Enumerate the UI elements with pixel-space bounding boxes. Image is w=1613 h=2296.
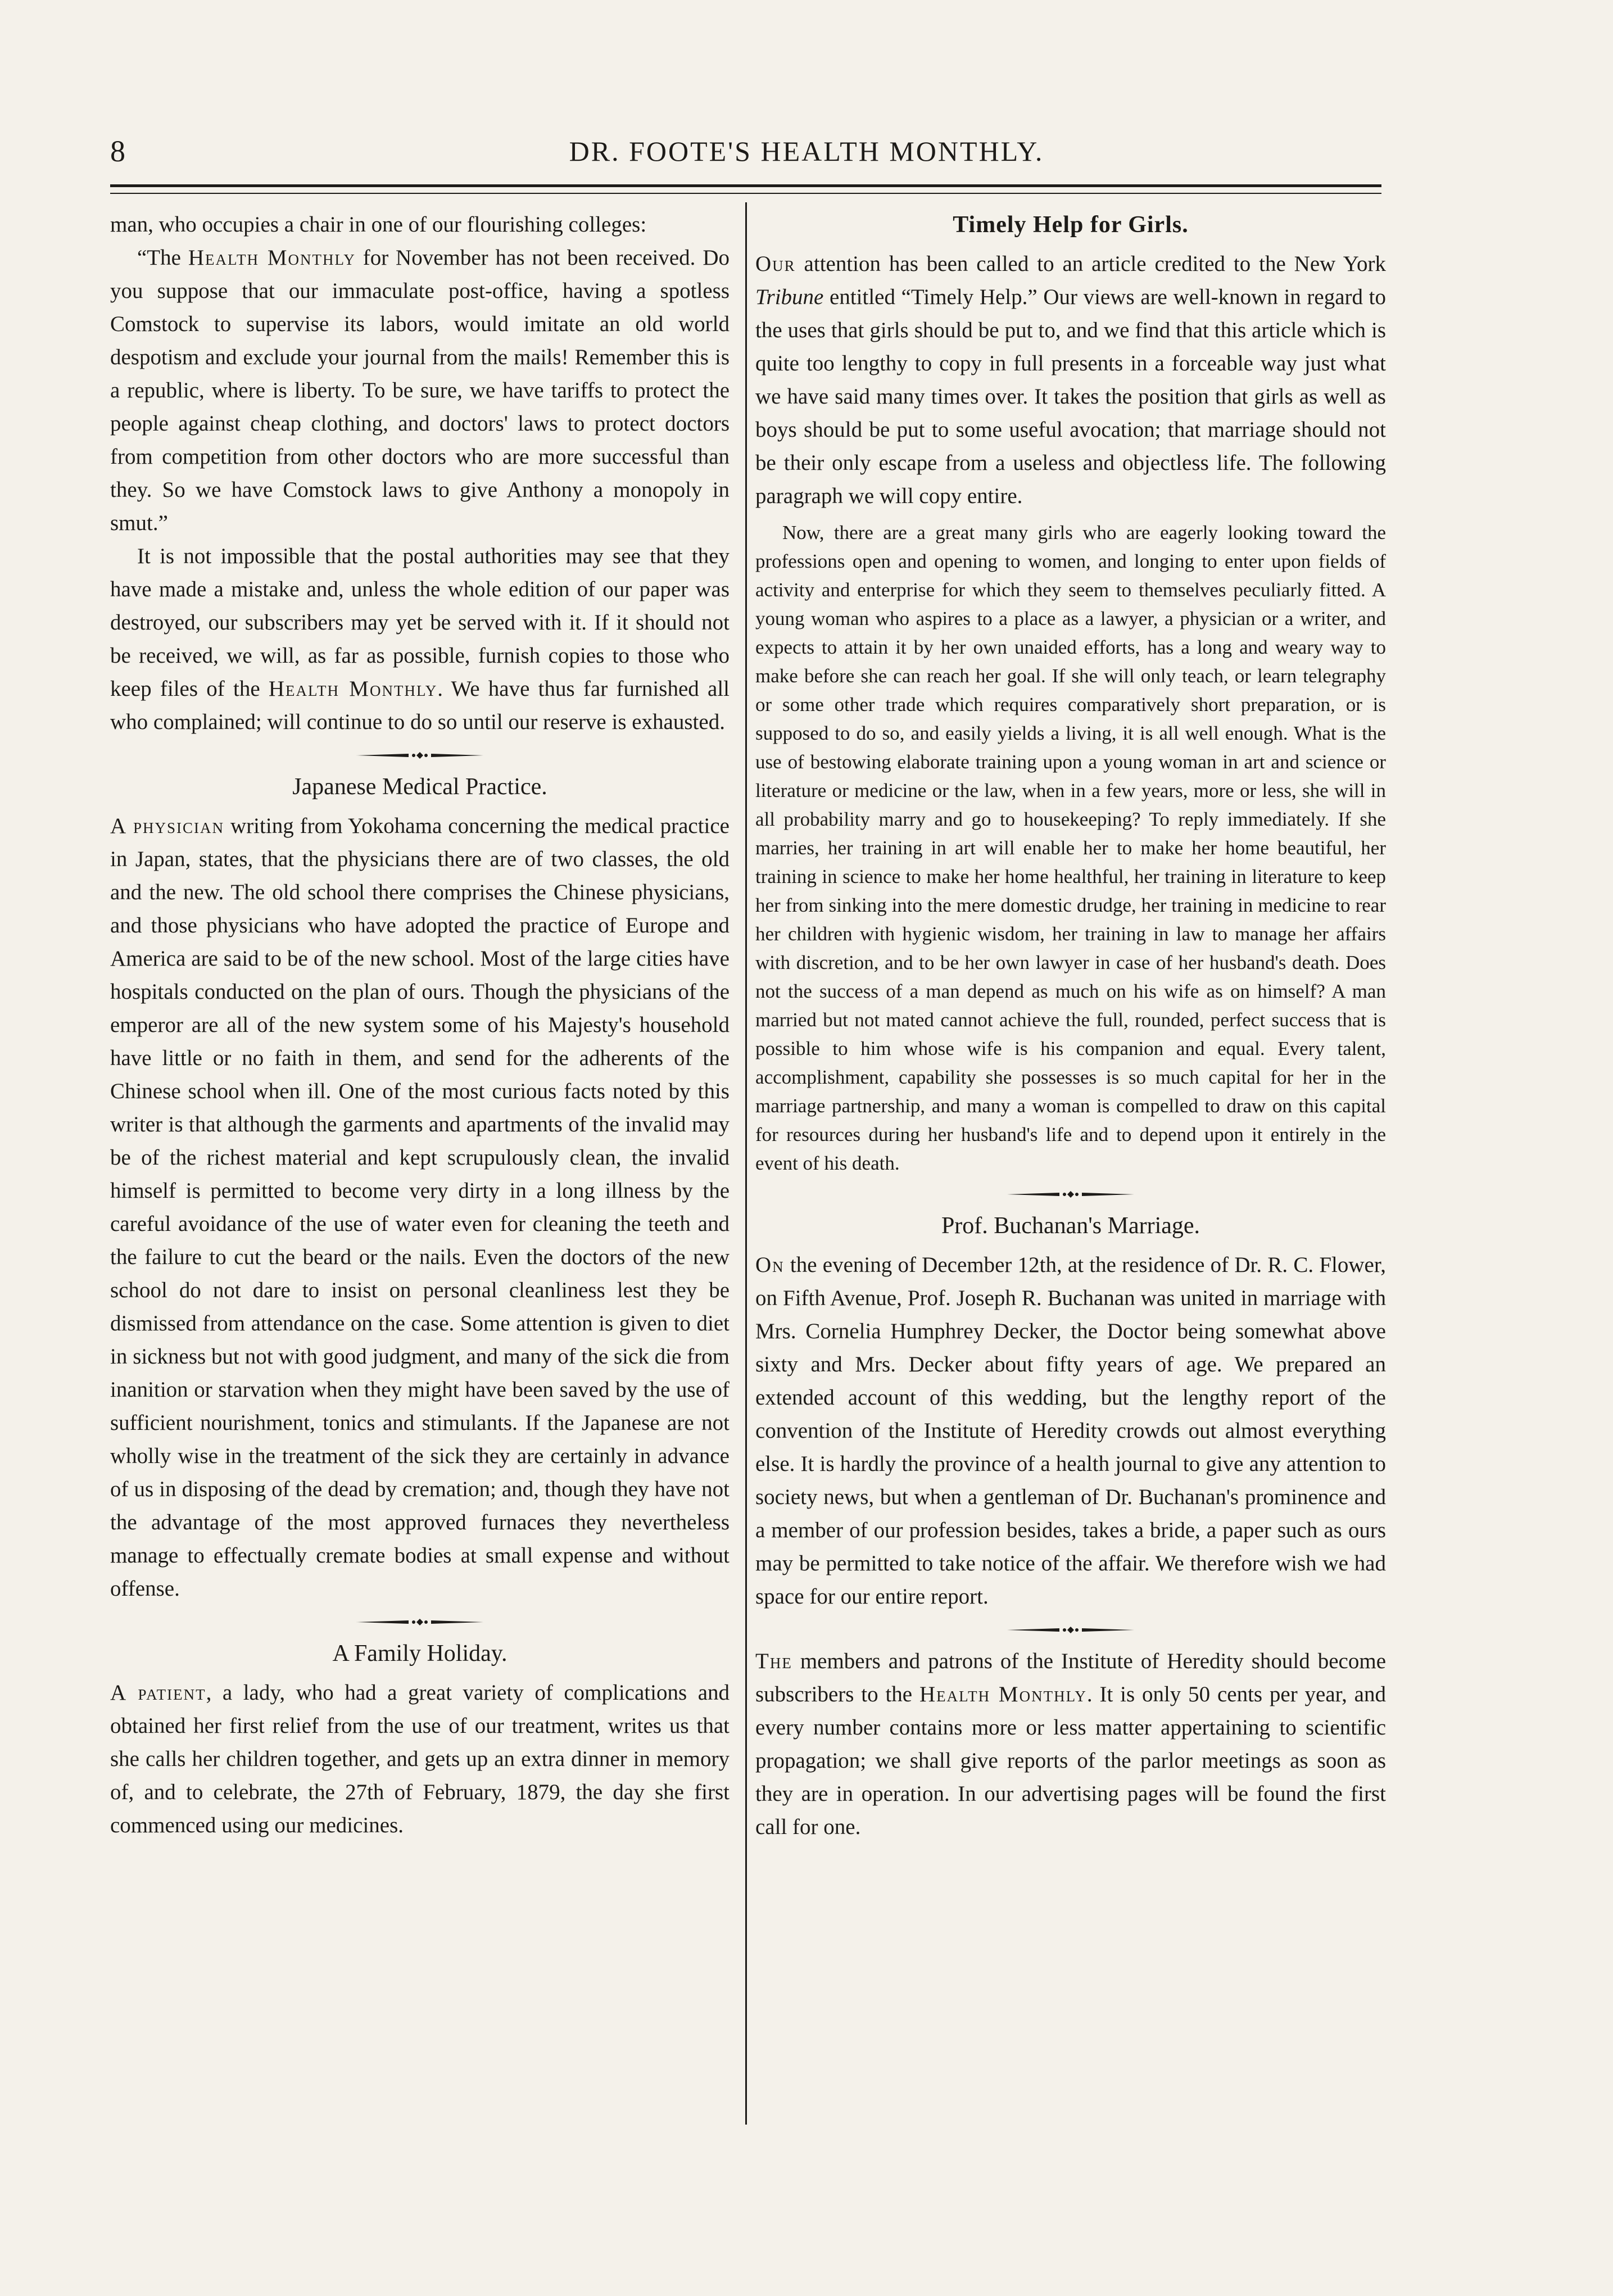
letter-quote-text-start: “The <box>137 246 188 270</box>
institute-notice <box>755 1645 1386 1844</box>
article-body: attention has been called to an article credited to the New York <box>795 252 1386 276</box>
section-divider-ornament <box>355 1618 484 1627</box>
section-divider-ornament <box>1006 1190 1135 1199</box>
section-divider-ornament <box>1006 1625 1135 1634</box>
right-column <box>755 208 1386 1844</box>
timely-help-heading: Timely Help for Girls. <box>953 212 1189 238</box>
japanese-medical-practice-article <box>110 809 730 1605</box>
article-body: members and patrons of the Institute of Heredity should become subscribers to the <box>755 1649 1386 1706</box>
article-lead-word: The <box>755 1649 792 1673</box>
header-rule-thick <box>110 184 1381 187</box>
page-number: 8 <box>110 134 125 168</box>
column-divider <box>745 202 747 2125</box>
postal-text-rest: . We have thus far furnished all who complained; will continue to do so until our reserve is exhausted. <box>110 677 730 734</box>
journal-name: Health Monthly <box>188 246 356 270</box>
continued-paragraph: man, who occupies a chair in one of our flourishing colleges: <box>110 212 647 237</box>
timely-help-quoted-paragraph: Now, there are a great many girls who are eagerly looking toward the professions open and opening to women, and longing to enter upon fields of activity and enterprise for which they seem to themselves peculiarly fitted. A young woman who aspires to a place as a lawyer, a physician or a writer, and expects to attain it by her own unaided efforts, has a long and weary way to make before she can reach her goal. If she will only teach, or learn telegraphy or some other trade which requires comparatively short preparation, or is supposed to do so, and easily yields a living, it is all well enough. What is the use of bestowing elaborate training upon a young woman in art and science or literature or medicine or the law, when in a few years, more or less, she will in all probability marry and go to housekeeping? To reply immediately. If she marries, her training in art will enable her to make her home beautiful, her training in science to make her home healthful, her training in literature to keep her from sinking into the mere domestic drudge, her training in medicine to rear her children with hygienic wisdom, her training in law to manage her affairs with discretion, and to be her own lawyer in case of her husband's death. Does not the success of a man depend as much on his wife as on himself? A man married but not mated cannot achieve the full, rounded, perfect success that is possible to him whose wife is his companion and equal. Every talent, accomplishment, capability she possesses is so much capital for her in the marriage partnership, and many a woman is compelled to draw on this capital for resources during her husband's life and to depend upon it entirely in the event of his death. <box>755 522 1386 1174</box>
article-body: writing from Yokohama concerning the medical practice in Japan, states, that the physicians there are of two classes, the old and the new. The old school there comprises the Chinese physicians, and those physicians who have adopted the practice of Europe and America are said to be of the new school. Most of the large cities have hospitals conducted on the plan of ours. Though the physicians of the emperor are all of the new system some of his Majesty's household have little or no faith in them, and send for the adherents of the Chinese school when ill. One of the most curious facts noted by this writer is that although the garments and apartments of the invalid may be of the richest material and kept scrupulously clean, the invalid himself is permitted to become very dirty in a long illness by the careful avoidance of the use of water even for cleaning the teeth and the failure to cut the beard or the nails. Even the doctors of the new school do not dare to insist on personal cleanliness lest they be dismissed from attendance on the case. Some attention is given to diet in sickness but not with good judgment, and many of the sick die from inanition or starvation when they might have been saved by the use of sufficient nourishment, tonics and stimulants. If the Japanese are not wholly wise in the treatment of the sick they are certainly in advance of us in disposing of the dead by cremation; and, though they have not the advantage of the most approved furnaces they nevertheless manage to effectually cremate bodies at small expense and without offense. <box>110 814 730 1601</box>
buchanan-marriage-heading: Prof. Buchanan's Marriage. <box>941 1213 1200 1239</box>
japanese-medical-practice-heading: Japanese Medical Practice. <box>292 774 547 800</box>
postal-paragraph <box>110 540 730 739</box>
letter-quote-paragraph <box>110 241 730 540</box>
running-title: DR. FOOTE'S HEALTH MONTHLY. <box>569 135 1044 167</box>
header-rule-thin <box>110 193 1381 194</box>
family-holiday-article <box>110 1676 730 1842</box>
article-lead-word: On <box>755 1253 785 1277</box>
journal-name: Health Monthly <box>268 677 438 701</box>
buchanan-marriage-article <box>755 1248 1386 1613</box>
section-divider-ornament <box>355 751 484 760</box>
letter-quote-text-rest: for November has not been received. Do you suppose that our immaculate post-office, having a spotless Comstock to supervise its labors, would imitate an old world despotism and exclude your journal from the mails! Remember this is a republic, where is liberty. To be sure, we have tariffs to protect the people against cheap clothing, and doctors' laws to protect doctors from competition from other doctors who are more successful than they. So we have Comstock laws to give Anthony a monopoly in smut.” <box>110 246 730 535</box>
newspaper-name: Tribune <box>755 285 824 309</box>
family-holiday-heading: A Family Holiday. <box>332 1641 508 1666</box>
article-lead-word: A patient <box>110 1681 206 1705</box>
article-body-rest: entitled “Timely Help.” Our views are well-known in regard to the uses that girls should be put to, and we find that this article which is quite too lengthy to copy in full presents in a forceable way just what we have said many times over. It takes the position that girls as well as boys should be put to some useful avocation; that marriage should not be their only escape from a useless and objectless life. The following paragraph we will copy entire. <box>755 285 1386 508</box>
left-column <box>110 208 730 1842</box>
article-body: , a lady, who had a great variety of complications and obtained her first relief from the use of our treatment, writes us that she calls her children together, and gets up an extra dinner in memory of, and to celebrate, the 27th of February, 1879, the day she first commenced using our medicines. <box>110 1681 730 1837</box>
journal-name: Health Monthly <box>919 1682 1087 1706</box>
article-body: the evening of December 12th, at the residence of Dr. R. C. Flower, on Fifth Avenue, Prof. Joseph R. Buchanan was united in marriage with Mrs. Cornelia Humphrey Decker, the Doctor being somewhat above sixty and Mrs. Decker about fifty years of age. We prepared an extended account of this wedding, but the lengthy report of the convention of the Institute of Heredity crowds out almost everything else. It is hardly the province of a health journal to give any attention to society news, but when a gentleman of Dr. Buchanan's prominence and a member of our profession besides, takes a bride, a paper such as ours may be permitted to take notice of the affair. We therefore wish we had space for our entire report. <box>755 1253 1386 1609</box>
timely-help-intro <box>755 247 1386 513</box>
postal-text-start: It is not impossible that the postal authorities may see that they have made a mistake and, unless the whole edition of our paper was destroyed, our subscribers may yet be served with it. If it should not be received, we will, as far as possible, furnish copies to those who keep files of the <box>110 544 730 701</box>
article-lead-word: Our <box>755 252 796 276</box>
article-body-rest: . It is only 50 cents per year, and every number contains more or less matter appertaining to scientific propagation; we shall give reports of the parlor meetings as soon as they are in operation. In our advertising pages will be found the first call for one. <box>755 1682 1386 1839</box>
article-lead-word: A physician <box>110 814 225 838</box>
